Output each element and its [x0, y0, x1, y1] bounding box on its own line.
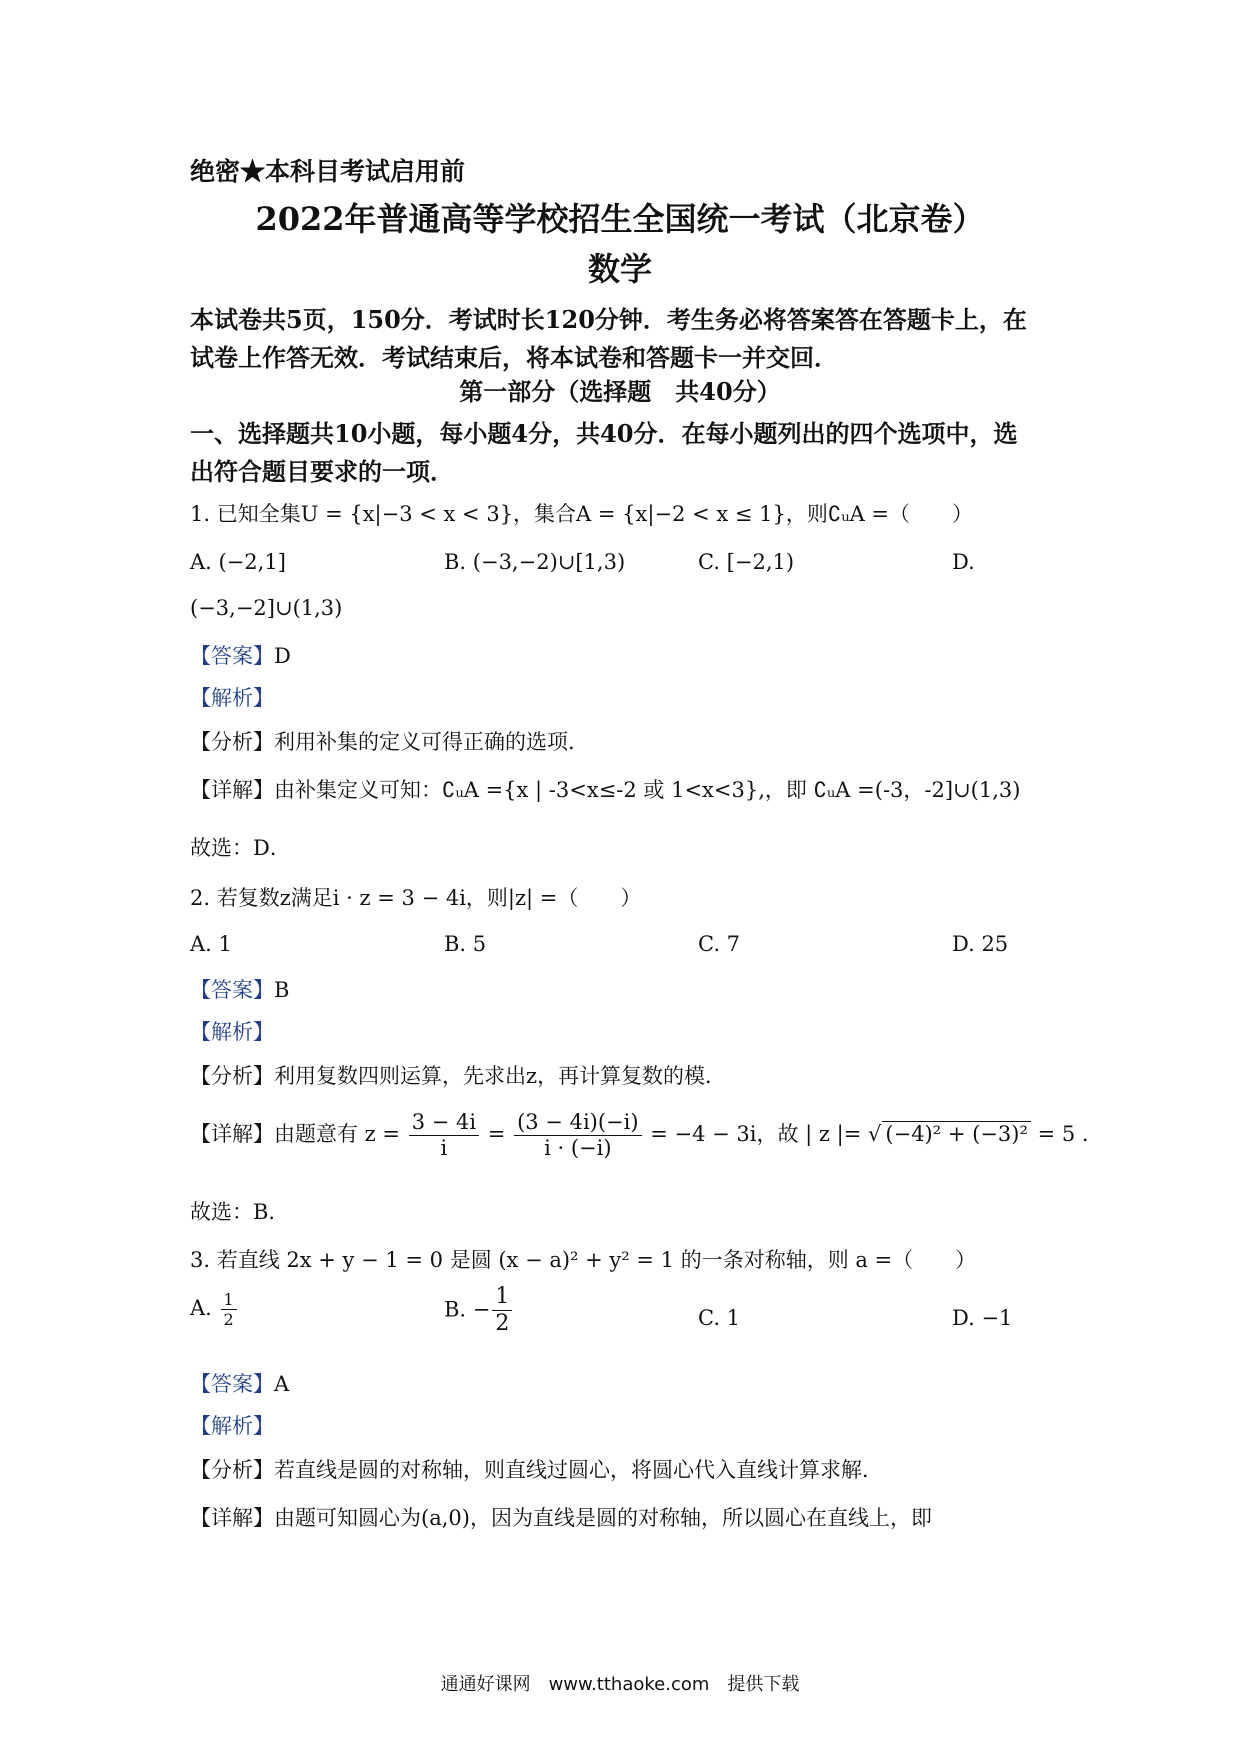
q2-analysis-row: [190, 1016, 274, 1046]
q3-option-a: [190, 1290, 239, 1329]
section-instructions-line-1: 一、选择题共10小题，每小题4分，共40分．在每小题列出的四个选项中，选: [190, 419, 1018, 448]
question-2-stem: 2. 若复数z满足i · z = 3 − 4i，则|z| =（ ）: [190, 886, 642, 910]
q3-analysis-row: [190, 1410, 274, 1440]
q2-answer-row: [190, 974, 289, 1004]
q1-analysis-row: [190, 682, 274, 712]
q2-detail-prefix: 由题意有 z =: [274, 1122, 401, 1147]
q2-option-b: B. 5: [444, 932, 487, 956]
detail-label: 【详解】: [190, 1122, 274, 1147]
q2-fenxi-text: 利用复数四则运算，先求出z，再计算复数的模．: [274, 1064, 727, 1088]
q2-equals: =: [487, 1122, 506, 1147]
q2-detail-row: [190, 1110, 1089, 1161]
q2-conclusion: 故选：B．: [190, 1200, 290, 1224]
q2-fenxi-row: [190, 1060, 726, 1090]
q2-fraction-2-denominator: i · (−i): [544, 1136, 612, 1161]
q1-fenxi-text: 利用补集的定义可得正确的选项．: [274, 730, 589, 754]
detail-label: 【详解】: [190, 1506, 274, 1530]
q3-option-c: C. 1: [698, 1306, 741, 1330]
q1-option-d: D.: [952, 550, 975, 574]
q2-option-a: A. 1: [190, 932, 232, 956]
q3-answer-value: A: [274, 1372, 290, 1396]
analysis-label: 【解析】: [190, 1020, 274, 1044]
fenxi-label: 【分析】: [190, 1458, 274, 1482]
analysis-label: 【解析】: [190, 686, 274, 710]
q3-option-b-label: B.: [444, 1297, 467, 1322]
q3-option-b-denominator: 2: [495, 1311, 510, 1337]
part-one-title: 第一部分（选择题 共40分）: [459, 377, 781, 406]
q1-answer-row: [190, 640, 291, 670]
q1-option-b: B. (−3,−2)∪[1,3): [444, 550, 626, 574]
fenxi-label: 【分析】: [190, 1064, 274, 1088]
q3-option-b-numerator: 1: [492, 1284, 512, 1311]
q2-option-c: C. 7: [698, 932, 741, 956]
q3-option-a-denominator: 2: [223, 1310, 234, 1330]
q3-detail-text: 由题可知圆心为(a,0)，因为直线是圆的对称轴，所以圆心在直线上，即: [274, 1506, 932, 1530]
q3-option-b-sign: −: [472, 1297, 491, 1322]
q3-fenxi-row: [190, 1454, 883, 1484]
analysis-label: 【解析】: [190, 1414, 274, 1438]
answer-label: 【答案】: [190, 1372, 274, 1396]
q2-detail-end: = 5 .: [1037, 1122, 1089, 1147]
section-instructions-line-2: 出符合题目要求的一项．: [190, 457, 454, 486]
q2-fraction-1: [409, 1110, 479, 1161]
instructions-line-1: 本试卷共5页，150分．考试时长120分钟．考生务必将答案答在答题卡上，在: [190, 305, 1027, 334]
detail-label: 【详解】: [190, 778, 274, 802]
q3-fenxi-text: 若直线是圆的对称轴，则直线过圆心，将圆心代入直线计算求解．: [274, 1458, 883, 1482]
q2-fraction-1-numerator: 3 − 4i: [409, 1110, 479, 1136]
q1-conclusion: 故选：D．: [190, 836, 291, 860]
instructions-line-2: 试卷上作答无效．考试结束后，将本试卷和答题卡一并交回．: [190, 343, 838, 372]
confidential-label: 绝密★本科目考试启用前: [190, 157, 466, 186]
q2-fraction-2: [514, 1110, 641, 1161]
question-1-stem: 1. 已知全集U = {x|−3 < x < 3}，集合A = {x|−2 < x ≤ 1}，则∁ᵤA =（ ）: [190, 502, 974, 526]
q2-sqrt-expression: (−4)² + (−3)²: [882, 1121, 1030, 1146]
q1-option-d-value: (−3,−2]∪(1,3): [190, 596, 343, 620]
q2-fraction-2-numerator: (3 − 4i)(−i): [514, 1110, 641, 1136]
q1-fenxi-row: [190, 726, 589, 756]
fenxi-label: 【分析】: [190, 730, 274, 754]
subject-title: 数学: [587, 250, 652, 288]
q3-option-d: D. −1: [952, 1306, 1013, 1330]
q3-answer-row: [190, 1368, 289, 1398]
answer-label: 【答案】: [190, 978, 274, 1002]
page-footer: 通通好课网 www.tthaoke.com 提供下载: [440, 1674, 800, 1695]
q3-option-a-label: A.: [190, 1296, 212, 1321]
q1-detail-text: 由补集定义可知：∁ᵤA ={x | -3<x≤-2 或 1<x<3},，即 ∁ᵤA =(-3，-2]∪(1,3): [274, 778, 1021, 802]
exam-title: 2022年普通高等学校招生全国统一考试（北京卷）: [255, 200, 985, 238]
q1-detail-row: [190, 774, 1020, 804]
q3-option-b-fraction: [492, 1284, 512, 1338]
q3-option-a-fraction: [221, 1290, 237, 1329]
q3-option-b: [444, 1284, 514, 1338]
q1-option-c: C. [−2,1): [698, 550, 795, 574]
q2-detail-mid: = −4 − 3i，故 | z |=: [650, 1122, 862, 1147]
q2-fraction-1-denominator: i: [440, 1136, 448, 1161]
q3-detail-row: [190, 1502, 932, 1532]
q1-answer-value: D: [274, 644, 291, 668]
q3-option-a-numerator: 1: [221, 1290, 237, 1310]
answer-label: 【答案】: [190, 644, 274, 668]
sqrt-icon: √: [868, 1122, 882, 1147]
q2-option-d: D. 25: [952, 932, 1009, 956]
q2-answer-value: B: [274, 978, 290, 1002]
q1-option-a: A. (−2,1]: [190, 550, 286, 574]
question-3-stem: 3. 若直线 2x + y − 1 = 0 是圆 (x − a)² + y² = 1 的一条对称轴，则 a =（ ）: [190, 1248, 977, 1272]
